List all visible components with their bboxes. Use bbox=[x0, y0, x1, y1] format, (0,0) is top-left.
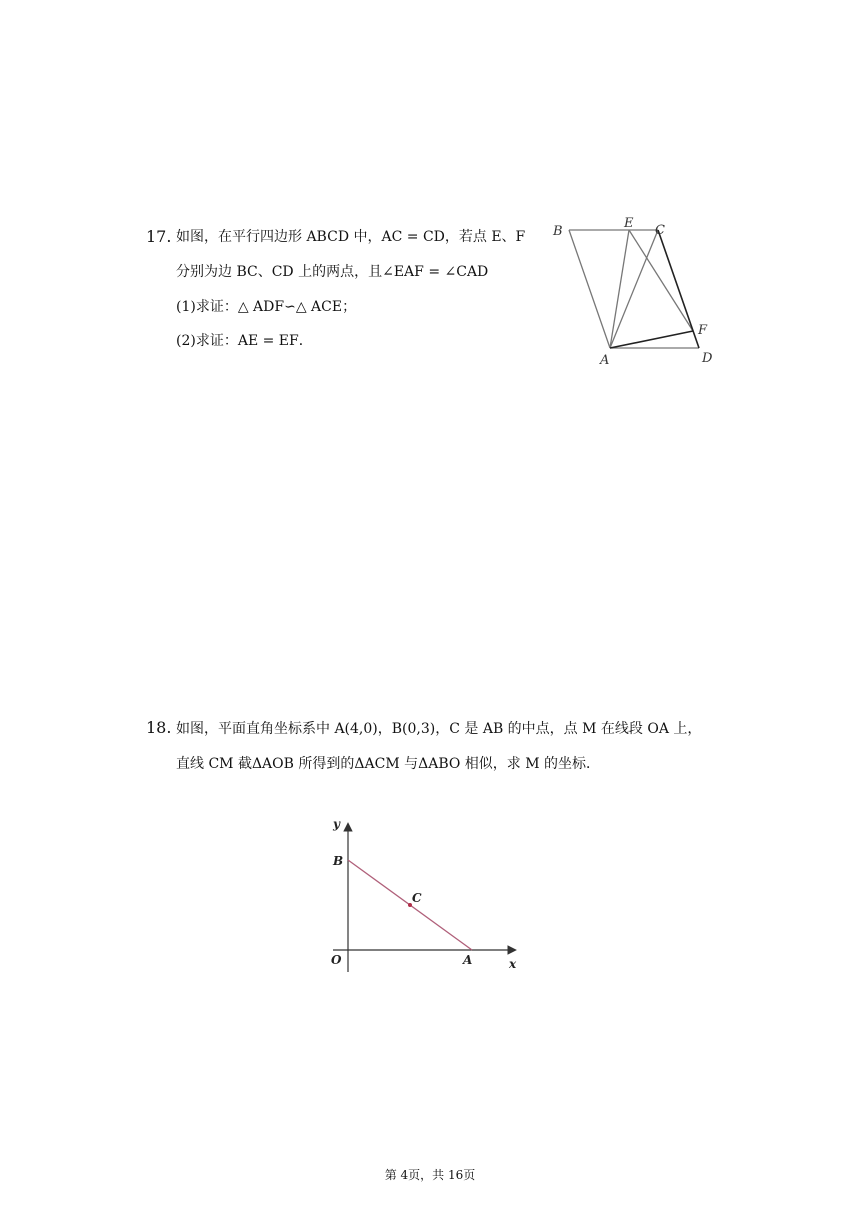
question-17-part-1: (1)求证：△ ADF∽△ ACE； bbox=[176, 299, 357, 315]
question-17-number: 17. bbox=[146, 227, 172, 246]
label-c: C bbox=[655, 223, 665, 238]
segment-ae bbox=[610, 230, 629, 348]
page-footer: 第 4页，共 16页 bbox=[384, 1168, 476, 1182]
label-y: y bbox=[333, 817, 340, 831]
label-a: A bbox=[600, 353, 610, 368]
question-18-line-2: 直线 CM 截ΔAOB 所得到的ΔACM 与ΔABO 相似，求 M 的坐标． bbox=[176, 756, 601, 772]
label-b: B bbox=[333, 854, 344, 868]
question-18-figure bbox=[325, 812, 525, 977]
label-o: O bbox=[331, 953, 342, 967]
label-d: D bbox=[702, 351, 713, 366]
label-a: A bbox=[463, 953, 473, 967]
question-17-line-2: 分别为边 BC、CD 上的两点，且∠EAF = ∠CAD bbox=[176, 264, 489, 280]
label-f: F bbox=[698, 323, 708, 338]
label-b: B bbox=[553, 224, 563, 239]
question-18-number: 18. bbox=[146, 718, 172, 737]
segment-ac bbox=[610, 230, 658, 348]
question-17-part-2: (2)求证：AE = EF． bbox=[176, 333, 313, 349]
label-e: E bbox=[624, 216, 634, 231]
question-17-line-1: 如图，在平行四边形 ABCD 中，AC = CD，若点 E、F bbox=[176, 229, 526, 245]
label-x: x bbox=[509, 957, 517, 971]
label-c: C bbox=[412, 891, 422, 905]
segment-ef bbox=[629, 230, 693, 331]
segment-af bbox=[610, 331, 693, 348]
question-17-figure bbox=[550, 212, 725, 372]
question-18-line-1: 如图，平面直角坐标系中 A(4,0)，B(0,3)，C 是 AB 的中点，点 M 在线段 OA 上， bbox=[176, 721, 702, 737]
segment-ba bbox=[569, 230, 610, 348]
